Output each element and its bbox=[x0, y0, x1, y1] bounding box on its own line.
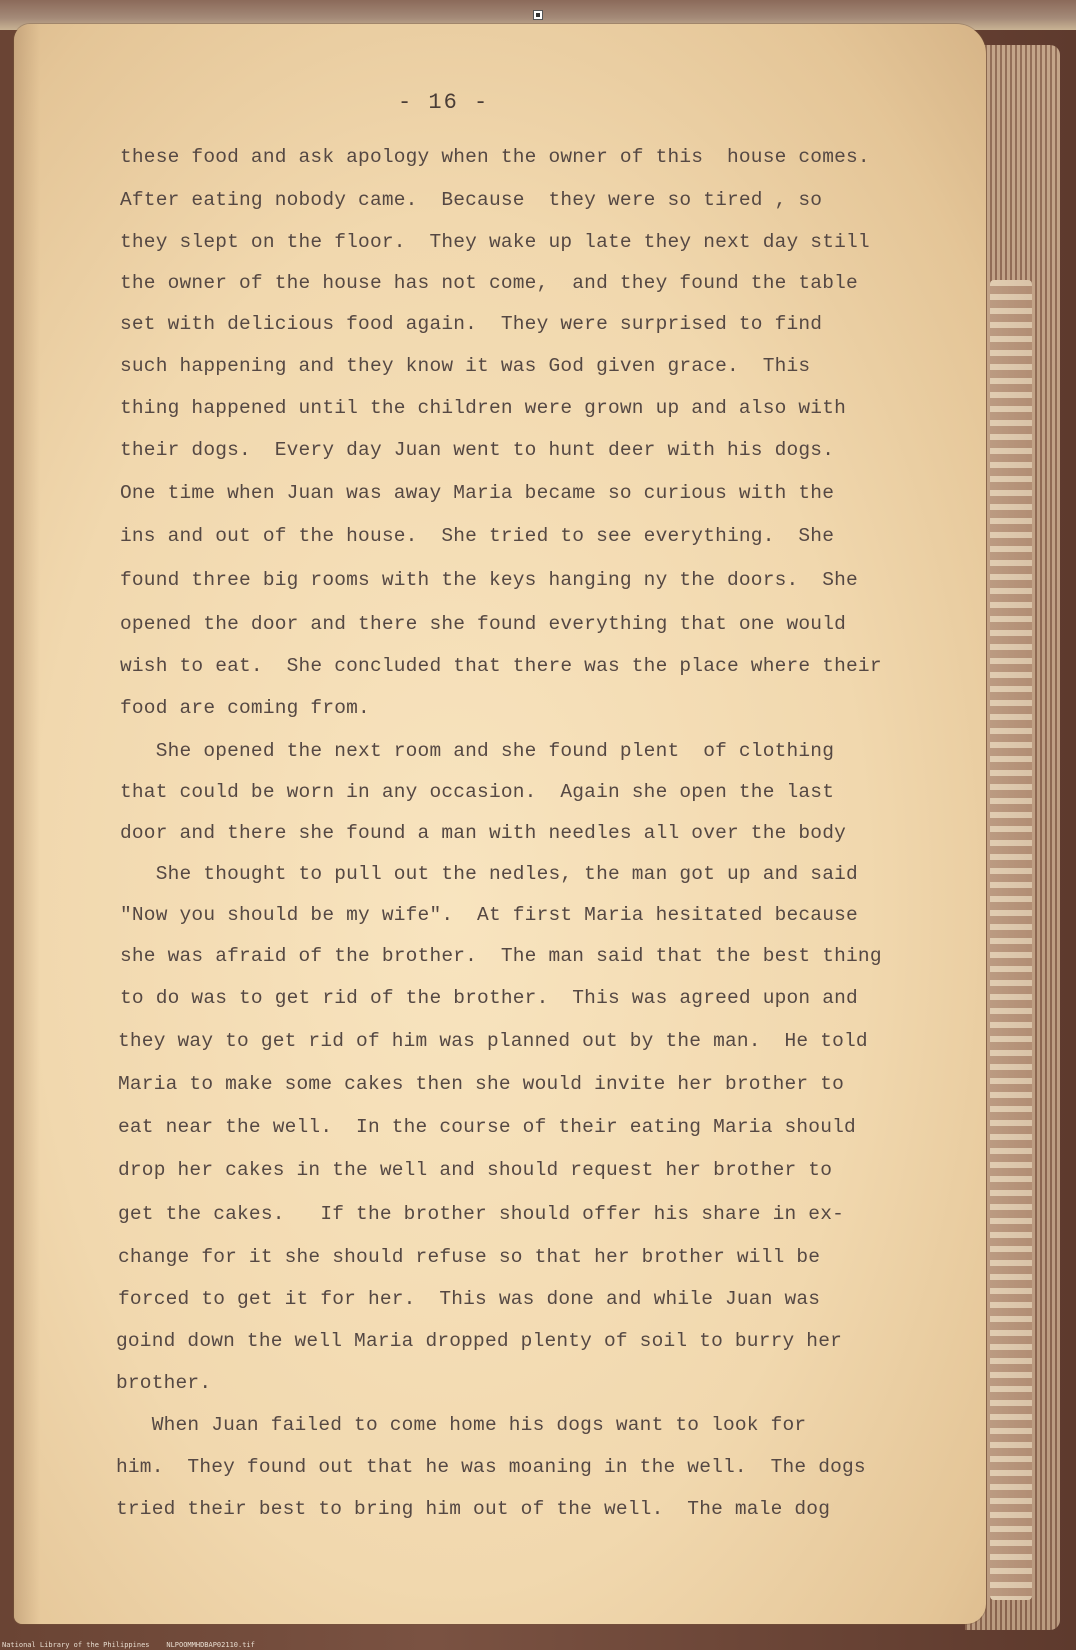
text-line: "Now you should be my wife". At first Maria hesitated because bbox=[120, 904, 858, 926]
text-line: door and there she found a man with needles all over the body bbox=[120, 822, 847, 844]
text-line: brother. bbox=[116, 1372, 212, 1394]
text-line: When Juan failed to come home his dogs want to look for bbox=[116, 1414, 807, 1436]
text-line: ins and out of the house. She tried to see everything. She bbox=[120, 525, 835, 547]
page-binding-shadow bbox=[14, 24, 40, 1624]
text-line: wish to eat. She concluded that there was the place where their bbox=[120, 655, 882, 677]
text-line: these food and ask apology when the owner of this house comes. bbox=[120, 146, 870, 168]
text-line: the owner of the house has not come, and they found the table bbox=[120, 272, 858, 294]
text-line: drop her cakes in the well and should request her brother to bbox=[118, 1159, 833, 1181]
text-line: tried their best to bring him out of the well. The male dog bbox=[116, 1498, 831, 1520]
text-line: Maria to make some cakes then she would invite her brother to bbox=[118, 1073, 845, 1095]
text-line: get the cakes. If the brother should offer his share in ex- bbox=[118, 1203, 845, 1225]
text-line: goind down the well Maria dropped plenty of soil to burry her bbox=[116, 1330, 843, 1352]
text-line: forced to get it for her. This was done and while Juan was bbox=[118, 1288, 821, 1310]
text-line: to do was to get rid of the brother. This was agreed upon and bbox=[120, 987, 858, 1009]
page-number: - 16 - bbox=[398, 90, 490, 115]
text-line: She opened the next room and she found plent of clothing bbox=[120, 740, 835, 762]
text-line: they way to get rid of him was planned out by the man. He told bbox=[118, 1030, 868, 1052]
scan-source-caption: National Library of the Philippines NLPOOMMHDBAP02110.tif bbox=[2, 1641, 255, 1649]
text-line: change for it she should refuse so that her brother will be bbox=[118, 1246, 821, 1268]
text-line: thing happened until the children were grown up and also with bbox=[120, 397, 847, 419]
text-line: food are coming from. bbox=[120, 697, 370, 719]
text-line: their dogs. Every day Juan went to hunt deer with his dogs. bbox=[120, 439, 835, 461]
text-line: After eating nobody came. Because they were so tired , so bbox=[120, 189, 823, 211]
scan-marker-icon bbox=[533, 10, 543, 20]
text-line: found three big rooms with the keys hanging ny the doors. She bbox=[120, 569, 858, 591]
text-line: opened the door and there she found everything that one would bbox=[120, 613, 847, 635]
text-line: eat near the well. In the course of their eating Maria should bbox=[118, 1116, 856, 1138]
text-line: set with delicious food again. They were surprised to find bbox=[120, 313, 823, 335]
text-line: She thought to pull out the nedles, the man got up and said bbox=[120, 863, 858, 885]
text-line: One time when Juan was away Maria became so curious with the bbox=[120, 482, 835, 504]
text-line: him. They found out that he was moaning in the well. The dogs bbox=[116, 1456, 866, 1478]
text-line: such happening and they know it was God given grace. This bbox=[120, 355, 811, 377]
text-line: that could be worn in any occasion. Again she open the last bbox=[120, 781, 835, 803]
book-page-edges-inner bbox=[990, 280, 1032, 1600]
text-line: she was afraid of the brother. The man said that the best thing bbox=[120, 945, 882, 967]
text-line: they slept on the floor. They wake up late they next day still bbox=[120, 231, 870, 253]
